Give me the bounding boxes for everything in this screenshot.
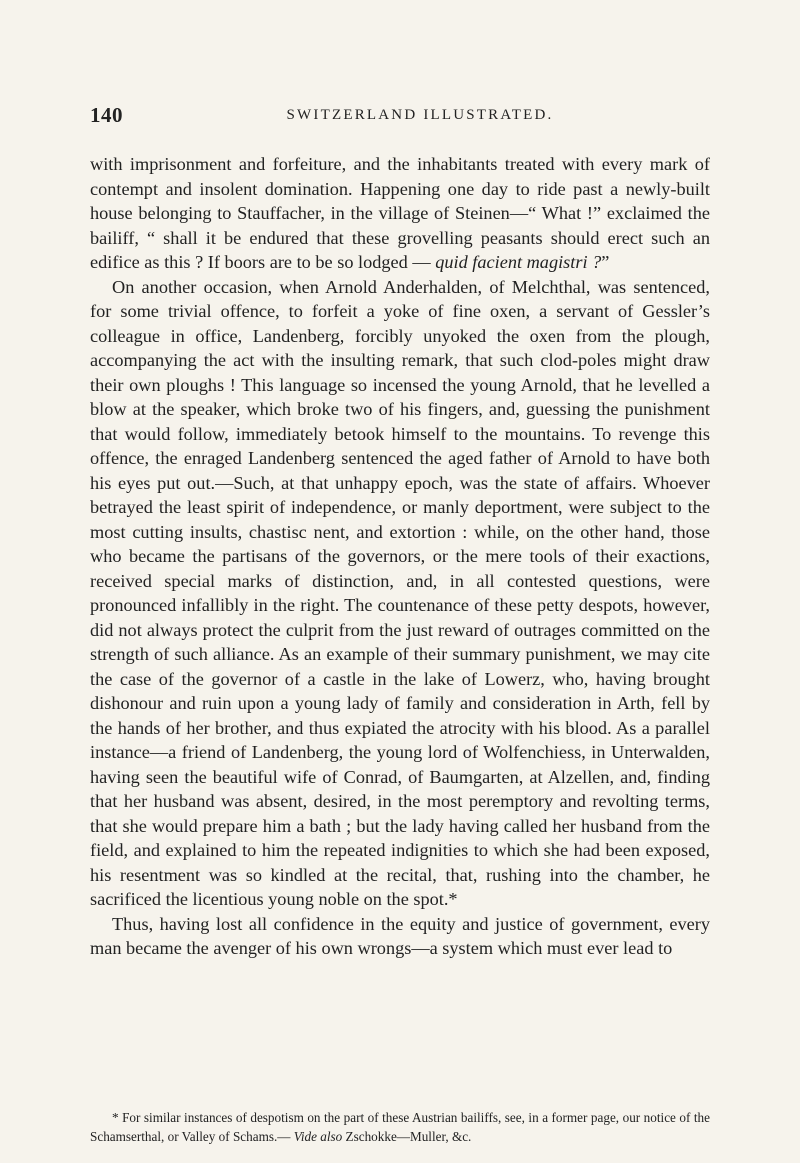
- paragraph-1: [90, 152, 710, 275]
- body-text: [90, 152, 710, 961]
- running-title: SWITZERLAND ILLUSTRATED.: [286, 107, 554, 123]
- footnote-text-b: Zschokke—Muller, &c.: [342, 1129, 472, 1144]
- latin-quote: quid facient magistri ?: [435, 252, 602, 272]
- paragraph-1-close-quote: ”: [601, 252, 610, 272]
- paragraph-3: Thus, having lost all confidence in the equity and justice of government, every man became the avenger of his own wrongs—a system which must ever lead to: [90, 913, 710, 958]
- footnote: [90, 1108, 710, 1146]
- page-number: 140: [90, 103, 123, 127]
- footnote-text-a: * For similar instances of despotism on the part of these Austrian bailiffs, see, in a former page, our notice of the Schamserthal, or Valley of Schams.—: [90, 1110, 710, 1144]
- footnote-italic: Vide also: [293, 1129, 343, 1144]
- paragraph-2: On another occasion, when Arnold Anderhalden, of Melchthal, was sentenced, for some trivial offence, to forfeit a yoke of fine oxen, a servant of Gessler’s colleague in office, Landenberg, forcibly unyoked the oxen from the plough, accompanying the act with the insulting remark, that such clod-poles might draw their own ploughs ! This language so incensed the young Arnold, that he levelled a blow at the speaker, which broke two of his fingers, and, guessing the punishment that would follow, immediately betook himself to the mountains. To revenge this offence, the enraged Landenberg sentenced the aged father of Arnold to have both his eyes put out.—Such, at that unhappy epoch, was the state of affairs. Whoever betrayed the least spirit of independence, or manly deportment, were subject to the most cutting insults, chastisc nent, and extortion : while, on the other hand, those who became the partisans of the governors, or the mere tools of their exactions, received special marks of distinction, and, in all contested questions, were pronounced infallibly in the right. The countenance of these petty despots, however, did not always protect the culprit from the just reward of outrages committed on the strength of such alliance. As an example of their summary punishment, we may cite the case of the governor of a castle in the lake of Lowerz, who, having brought dishonour and ruin upon a young lady of family and consideration in Arth, fell by the hands of her brother, and thus expiated the atrocity with his blood. As a parallel instance—a friend of Landenberg, the young lord of Wolfenchiess, in Unterwalden, having seen the beautiful wife of Conrad, of Baumgarten, at Alzellen, and, finding that her husband was absent, desired, in the most peremptory and revolting terms, that she would prepare him a bath ; but the lady having called her husband from the field, and explained to him the repeated indignities to which she had been exposed, his resentment was so kindled at the recital, that, rushing into the chamber, he sacrificed the licentious young noble on the spot.*: [90, 276, 710, 909]
- page-header: [90, 103, 710, 133]
- paragraph-1-text: with imprisonment and forfeiture, and the inhabitants treated with every mark of contempt and insolent domination. Happening one day to ride past a newly-built house belonging to Stauffacher, in the village of Steinen—“ What !” exclaimed the bailiff, “ shall it be endured that these grovelling peasants should erect such an edifice as this ? If boors are to be so lodged —: [90, 154, 710, 272]
